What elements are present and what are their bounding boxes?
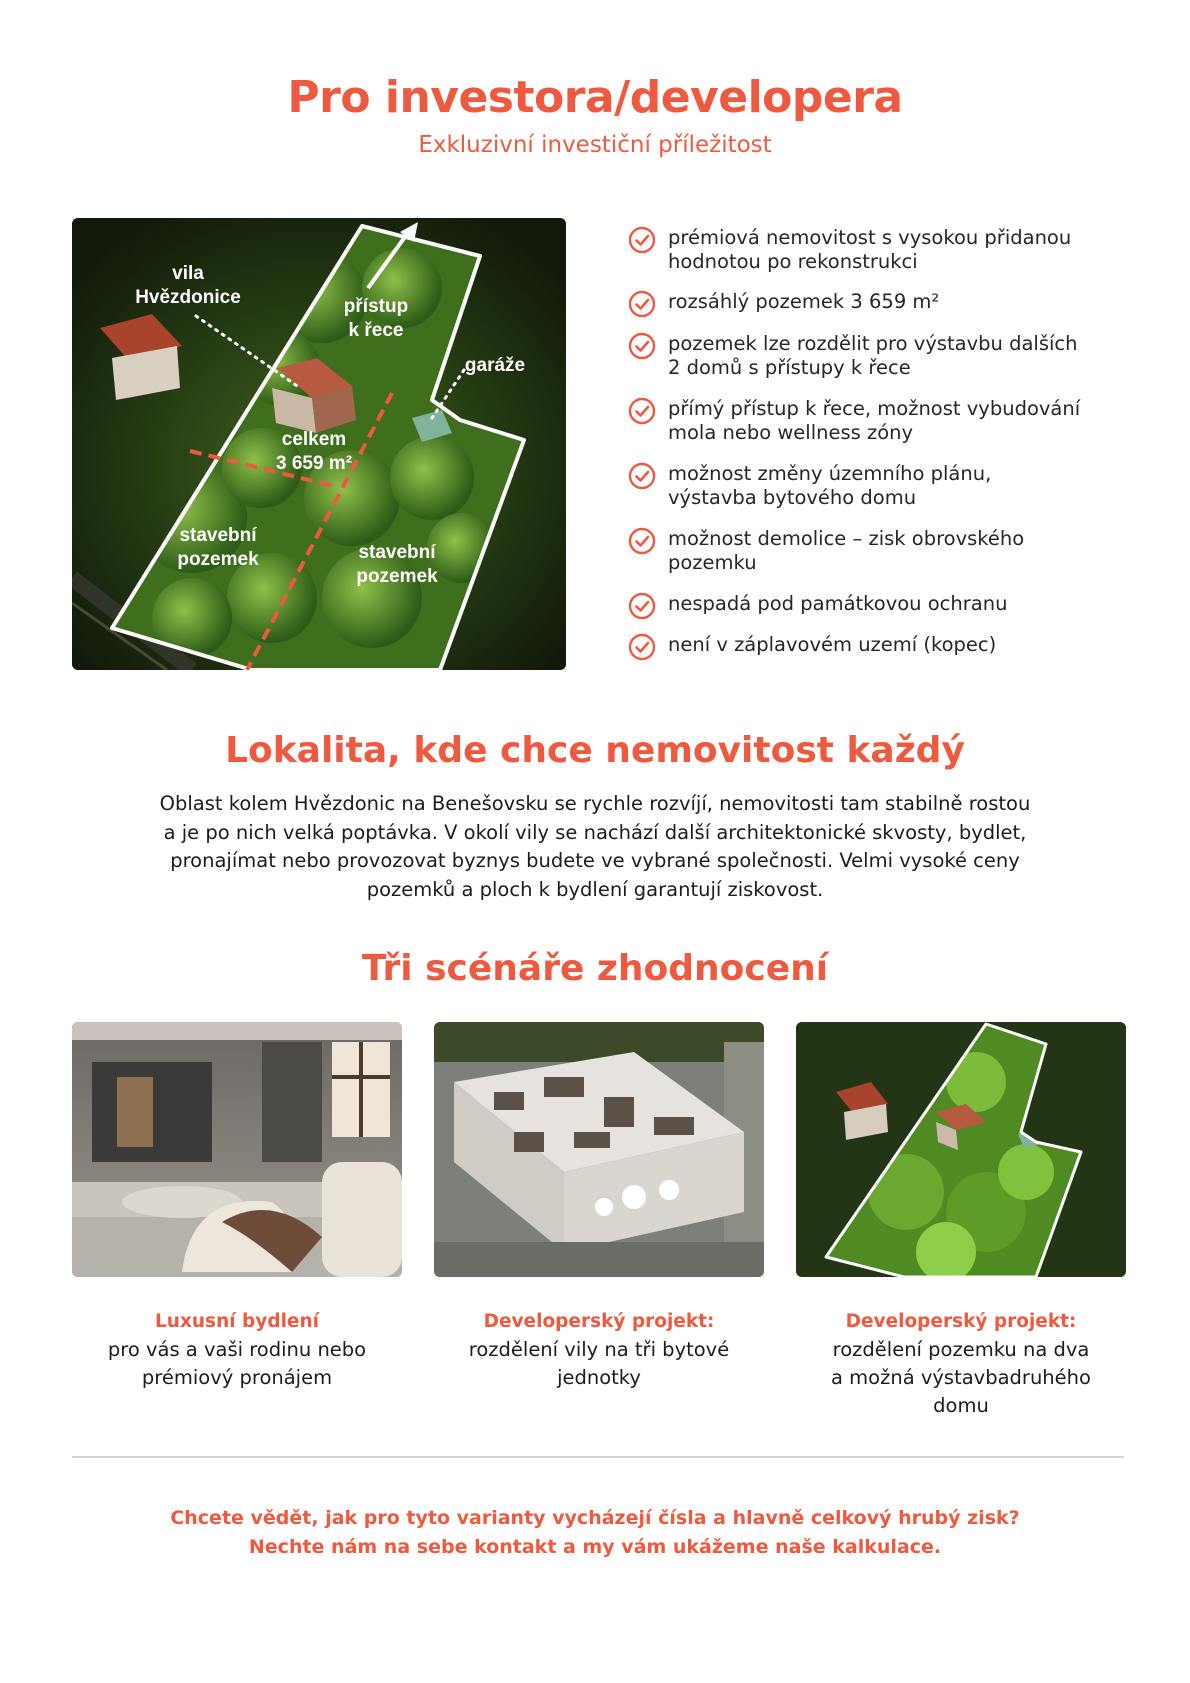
label-k-rece: k řece	[348, 320, 404, 341]
feature-text: není v záplavovém uzemí (kopec)	[668, 633, 997, 656]
label-pristup: přístup	[343, 296, 409, 317]
call-to-action: Chcete vědět, jak pro tyto varianty vycházejí čísla a hlavně celkový hrubý zisk? Nechte nám na sebe kontakt a my vám ukážeme naše kalkulace.	[170, 1507, 1020, 1558]
page-title: Pro investora/developera	[287, 72, 903, 123]
feature-text: možnost změny územního plánu, výstavba bytového domu	[668, 462, 992, 509]
feature-text: přímý přístup k řece, možnost vybudování mola nebo wellness zóny	[668, 397, 1081, 444]
location-paragraph: Oblast kolem Hvězdonic na Benešovsku se rychle rozvíjí, nemovitosti tam stabilně rostou a je po nich velká poptávka. V okolí vily se nachází další architektonické skvosty, bydlet, pronajímat nebo provozovat byznys budete ve vybrané společnosti. Velmi vysoké ceny pozemků a ploch k bydlení garantují ziskovost.	[159, 792, 1031, 901]
check-circle-icon	[628, 332, 656, 360]
label-pozemek-b-1: stavební	[358, 542, 436, 563]
feature-text: pozemek lze rozdělit pro výstavbu dalších 2 domů s přístupy k řece	[668, 332, 1078, 379]
scenario-image-floorplan	[434, 1022, 764, 1277]
location-title: Lokalita, kde chce nemovitost každý	[225, 730, 965, 771]
feature-item	[628, 332, 1108, 380]
check-circle-icon	[628, 633, 656, 661]
check-circle-icon	[628, 290, 656, 318]
feature-item	[628, 592, 1108, 620]
label-hvezdonice: Hvězdonice	[135, 287, 241, 308]
label-vila: vila	[172, 263, 204, 284]
label-pozemek-b-2: pozemek	[356, 566, 438, 587]
label-garaze: garáže	[464, 355, 526, 376]
label-area: 3 659 m²	[275, 453, 353, 474]
label-pozemek-a-1: stavební	[179, 525, 257, 546]
feature-text: nespadá pod památkovou ochranu	[668, 592, 1008, 615]
check-circle-icon	[628, 592, 656, 620]
page-subtitle: Exkluzivní investiční příležitost	[418, 132, 772, 158]
feature-item	[628, 527, 1108, 575]
feature-text: rozsáhlý pozemek 3 659 m²	[668, 290, 940, 313]
scenario-caption-2: Developerský projekt: rozdělení vily na tři bytové jednotky	[468, 1311, 730, 1389]
check-circle-icon	[628, 226, 656, 254]
feature-item	[628, 462, 1108, 510]
feature-item	[628, 397, 1108, 445]
aerial-plot-image	[72, 218, 566, 670]
section-divider	[72, 1456, 1124, 1458]
scenario-image-luxury-interior	[72, 1022, 402, 1277]
feature-item	[628, 633, 1108, 661]
scenarios-title: Tři scénáře zhodnocení	[361, 948, 829, 989]
label-celkem: celkem	[281, 429, 347, 450]
feature-text: prémiová nemovitost s vysokou přidanou hodnotou po rekonstrukci	[668, 226, 1072, 273]
scenario-caption-1: Luxusní bydlení pro vás a vaši rodinu nebo prémiový pronájem	[107, 1311, 367, 1389]
label-pozemek-a-2: pozemek	[177, 549, 259, 570]
scenario-image-plot-split	[796, 1022, 1126, 1277]
check-circle-icon	[628, 397, 656, 425]
check-circle-icon	[628, 527, 656, 555]
scenario-caption-3: Developerský projekt: rozdělení pozemku na dva a možná výstavbadruhého domu	[831, 1311, 1091, 1417]
feature-item	[628, 290, 1108, 318]
feature-item	[628, 226, 1108, 274]
check-circle-icon	[628, 462, 656, 490]
feature-text: možnost demolice – zisk obrovského pozemku	[668, 527, 1025, 574]
